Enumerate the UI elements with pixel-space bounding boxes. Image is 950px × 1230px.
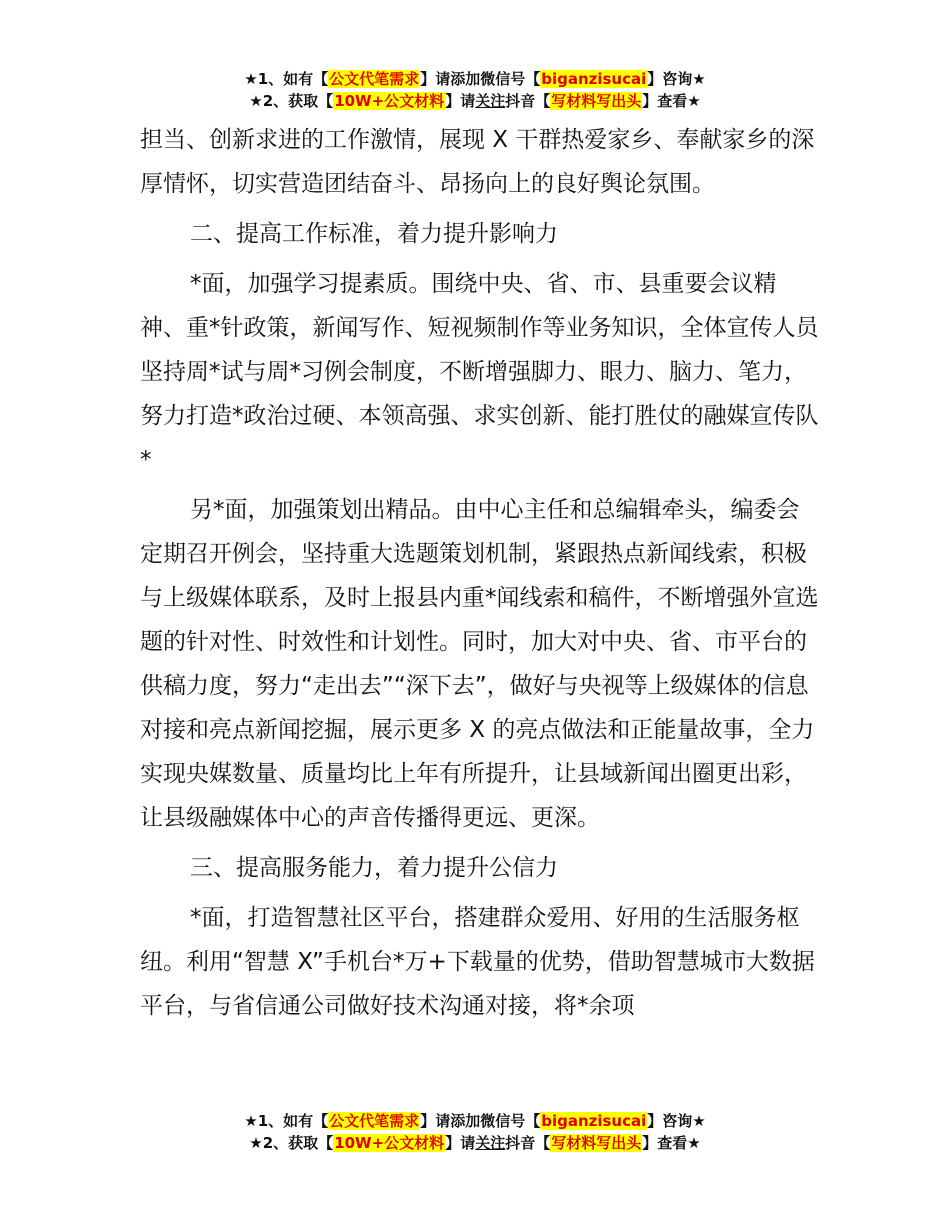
section-heading-3: 三、提高服务能力，着力提升公信力 xyxy=(190,855,558,881)
banner-line-1: ★1、如有【公文代笔需求】请添加微信号【biganzisucai】咨询★ xyxy=(244,1112,706,1130)
highlight-materials: 10W+公文材料 xyxy=(334,1134,445,1152)
banner-line-1: ★1、如有【公文代笔需求】请添加微信号【biganzisucai】咨询★ xyxy=(244,70,706,88)
highlight-service: 公文代笔需求 xyxy=(329,70,420,88)
highlight-materials: 10W+公文材料 xyxy=(334,92,445,110)
follow-underlined: 关注 xyxy=(475,1134,506,1152)
highlight-douyin-account: 写材料写出头 xyxy=(551,92,642,110)
section-heading-2: 二、提高工作标准，着力提升影响力 xyxy=(190,221,558,247)
document-body xyxy=(140,118,820,1034)
paragraph: 另*面，加强策划出精品。由中心主任和总编辑牵头，编委会定期召开例会，坚持重大选题策划机制，紧跟热点新闻线索，积极与上级媒体联系，及时上报县内重*闻线索和稿件，不断增强外宣选题的针对性、时效性和计划性。同时，加大对中央、省、市平台的供稿力度，努力“走出去”“深下去”，做好与央视等上级媒体的信息对接和亮点新闻挖掘，展示更多 X 的亮点做法和正能量故事，全力实现央媒数量、质量均比上年有所提升，让县域新闻出圈更出彩，让县级融媒体中心的声音传播得更远、更深。 xyxy=(140,497,819,831)
paragraph-continuation: 担当、创新求进的工作激情，展现 X 干群热爱家乡、奉献家乡的深厚情怀，切实营造团结奋斗、昂扬向上的良好舆论氛围。 xyxy=(140,127,815,197)
banner-line-2: ★2、获取【10W+公文材料】请关注抖音【写材料写出头】查看★ xyxy=(249,92,701,110)
follow-underlined: 关注 xyxy=(475,92,506,110)
highlight-wechat-id: biganzisucai xyxy=(541,1112,647,1130)
header-banner xyxy=(0,68,950,112)
highlight-douyin-account: 写材料写出头 xyxy=(551,1134,642,1152)
banner-line-2: ★2、获取【10W+公文材料】请关注抖音【写材料写出头】查看★ xyxy=(249,1134,701,1152)
footer-banner xyxy=(0,1110,950,1154)
highlight-service: 公文代笔需求 xyxy=(329,1112,420,1130)
paragraph: *面，打造智慧社区平台，搭建群众爱用、好用的生活服务枢纽。利用“智慧 X”手机台*万+下载量的优势，借助智慧城市大数据平台，与省信通公司做好技术沟通对接，将*余项 xyxy=(140,905,815,1019)
paragraph: *面，加强学习提素质。围绕中央、省、市、县重要会议精神、重*针政策，新闻写作、短视频制作等业务知识，全体宣传人员坚持周*试与周*习例会制度，不断增强脚力、眼力、脑力、笔力，努力打造*政治过硬、本领高强、求实创新、能打胜仗的融媒宣传队* xyxy=(140,271,819,473)
highlight-wechat-id: biganzisucai xyxy=(541,70,647,88)
